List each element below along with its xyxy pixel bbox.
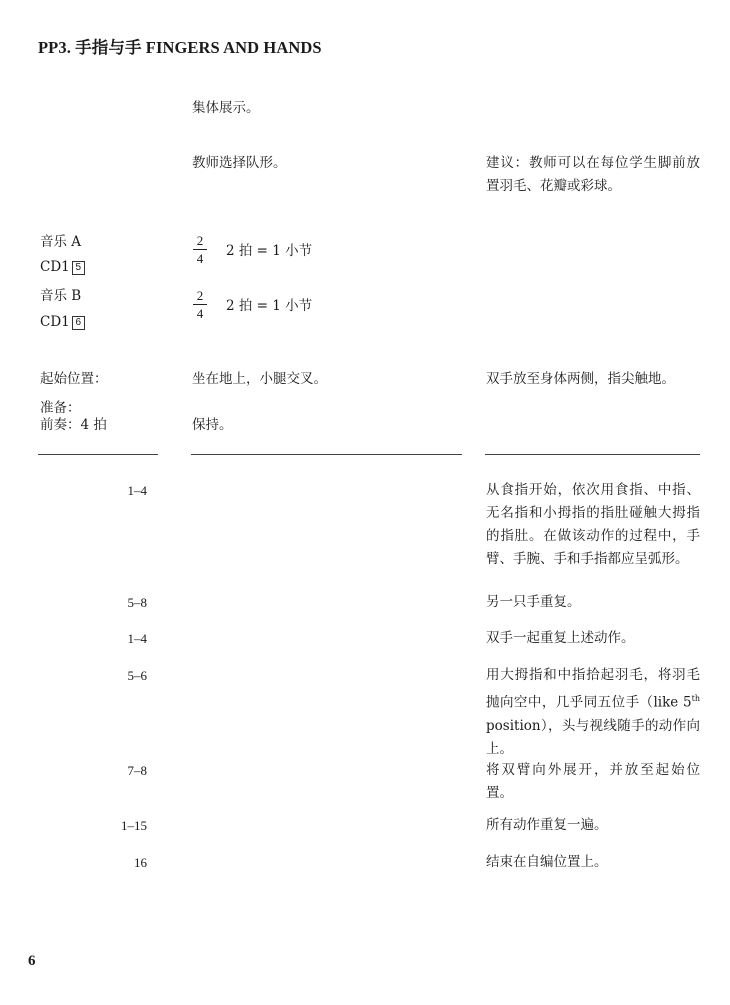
column-rule-right [485,454,700,455]
time-signature-b [193,289,207,321]
suggestion-note: 建议：教师可以在每位学生脚前放置羽毛、花瓣或彩球。 [486,155,700,194]
cd-label: CD1 [40,314,70,330]
time-signature-a [193,234,207,266]
music-b-beats: 2 拍 = 1 小节 [226,298,313,314]
step-counts: 1–4 [127,631,147,646]
intro-label: 前奏：4 拍 [40,417,107,433]
time-numerator: 2 [193,234,207,250]
superscript-th: th [691,694,700,703]
step-description [486,664,700,761]
step-text-part: 用大拇指和中指拾起羽毛，将羽毛抛向空中，几乎同五位手（like 5 [486,667,700,711]
step-description: 结束在自编位置上。 [486,854,608,870]
formation-note: 教师选择队形。 [192,155,287,171]
music-a-cd [40,256,85,279]
step-counts: 1–15 [121,818,147,833]
music-b-cd [40,311,85,334]
track-number-box: 5 [72,261,85,275]
step-description: 双手一起重复上述动作。 [486,630,635,646]
step-description: 从食指开始，依次用食指、中指、无名指和小拇指的指肚碰触大拇指的指肚。在做该动作的过程中，手臂、手腕、手和手指都应呈弧形。 [486,482,700,567]
step-description: 另一只手重复。 [486,594,581,610]
time-denominator: 4 [196,251,204,266]
prep-hold: 保持。 [192,417,233,433]
start-label: 起始位置： [40,371,108,387]
step-description: 所有动作重复一遍。 [486,817,608,833]
time-denominator: 4 [196,306,204,321]
step-counts: 16 [134,855,147,870]
step-counts: 5–6 [127,668,147,683]
music-a-beats: 2 拍 = 1 小节 [226,243,313,259]
step-counts: 5–8 [127,595,147,610]
music-a-label: 音乐 A [40,234,82,250]
start-position: 坐在地上，小腿交叉。 [192,371,327,387]
page-title: PP3. 手指与手 FINGERS AND HANDS [38,38,322,57]
column-rule-left [38,454,158,455]
step-text-part: position），头与视线随手的动作向上。 [486,717,700,757]
page-number: 6 [28,953,36,969]
start-hands: 双手放至身体两侧，指尖触地。 [486,371,675,387]
step-counts: 1–4 [127,483,147,498]
cd-label: CD1 [40,259,70,275]
formation-title: 集体展示。 [192,100,260,116]
time-numerator: 2 [193,289,207,305]
prep-label: 准备： [40,400,81,416]
music-b-label: 音乐 B [40,288,82,304]
step-description: 将双臂向外展开，并放至起始位置。 [486,762,700,801]
step-counts: 7–8 [127,763,147,778]
track-number-box: 6 [72,316,85,330]
column-rule-middle [191,454,462,455]
